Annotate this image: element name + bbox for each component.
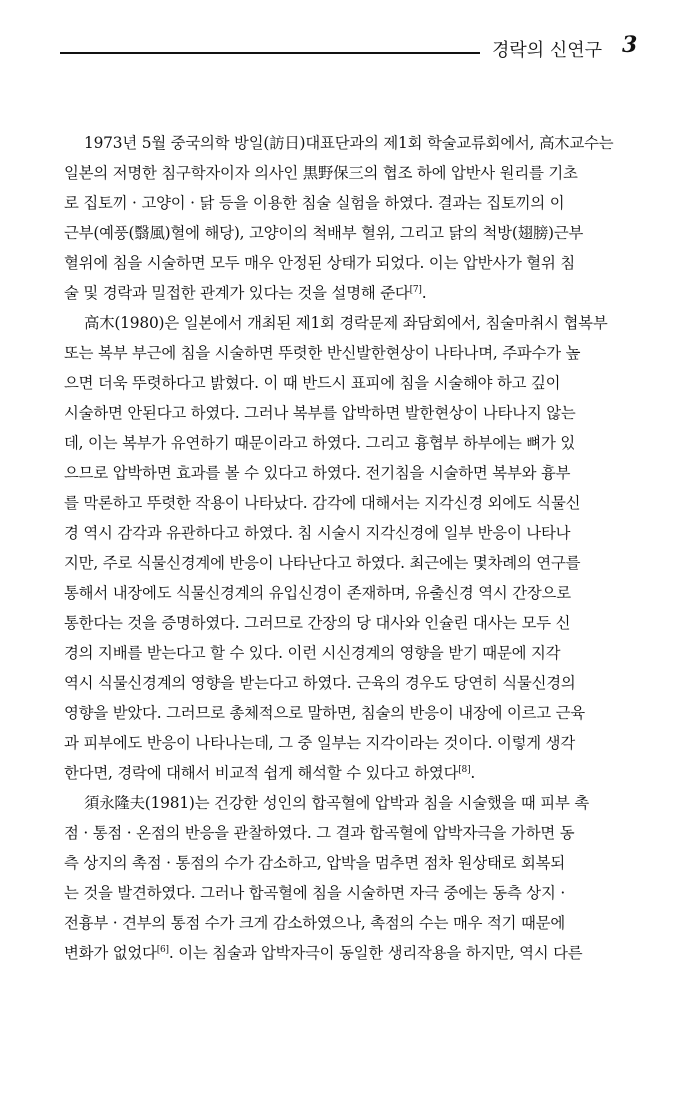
text-line: 으므로 압박하면 효과를 볼 수 있다고 하였다. 전기침을 시술하면 복부와 흉부 (64, 464, 571, 482)
text-line: 지만, 주로 식물신경계에 반응이 나타난다고 하였다. 최근에는 몇차례의 연구를 (64, 554, 581, 572)
text-line: 점 · 통점 · 온점의 반응을 관찰하였다. 그 결과 합곡혈에 압박자극을 가하면 동 (64, 824, 575, 842)
text-line: 통해서 내장에도 식물신경계의 유입신경이 존재하며, 유출신경 역시 간장으로 (64, 584, 571, 602)
text-line: 일본의 저명한 침구학자이자 의사인 黒野保三의 협조 하에 압반사 원리를 기초 (64, 164, 578, 182)
text-line: 한다면, 경락에 대해서 비교적 쉽게 해석할 수 있다고 하였다[8]. (64, 764, 476, 782)
citation-ref: [6] (156, 945, 169, 955)
text-line: 역시 식물신경계의 영향을 받는다고 하였다. 근육의 경우도 당연히 식물신경의 (64, 674, 576, 692)
text-line: 혈위에 침을 시술하면 모두 매우 안정된 상태가 되었다. 이는 압반사가 혈위 침 (64, 254, 575, 272)
text-line: 전흉부 · 견부의 통점 수가 크게 감소하였으나, 촉점의 수는 매우 적기 때문에 (64, 914, 566, 932)
text-line: 1973년 5월 중국의학 방일(訪日)대표단과의 제1회 학술교류회에서, 高木교수는 (84, 134, 614, 152)
text-line: 술 및 경락과 밀접한 관계가 있다는 것을 설명해 준다[7]. (64, 284, 427, 302)
text-line: 高木(1980)은 일본에서 개최된 제1회 경락문제 좌담회에서, 침술마취시 협복부 (84, 314, 608, 332)
text-line: 는 것을 발견하였다. 그러나 합곡혈에 침을 시술하면 자극 중에는 동측 상지 · (64, 884, 566, 902)
text-line: 데, 이는 복부가 유연하기 때문이라고 하였다. 그리고 흉협부 하부에는 뼈가 있 (64, 434, 575, 452)
text-line: 영향을 받았다. 그러므로 총체적으로 말하면, 침술의 반응이 내장에 이르고 근육 (64, 704, 585, 722)
page-number: 3 (622, 32, 638, 58)
text-line: 시술하면 안된다고 하였다. 그러나 복부를 압박하면 발한현상이 나타나지 않는 (64, 404, 576, 422)
header-rule (60, 52, 480, 54)
text-line: 으면 더욱 뚜렷하다고 밝혔다. 이 때 반드시 표피에 침을 시술해야 하고 깊이 (64, 374, 561, 392)
text-line: 과 피부에도 반응이 나타나는데, 그 중 일부는 지각이라는 것이다. 이렇게 생각 (64, 734, 575, 752)
running-header-title: 경락의 신연구 (492, 40, 603, 61)
text-line: 변화가 없었다[6]. 이는 침술과 압박자극이 동일한 생리작용을 하지만, 역시 다른 (64, 944, 583, 962)
text-line: 또는 복부 부근에 침을 시술하면 뚜렷한 반신발한현상이 나타나며, 주파수가 높 (64, 344, 581, 362)
text-line: 를 막론하고 뚜렷한 작용이 나타났다. 감각에 대해서는 지각신경 외에도 식물신 (64, 494, 581, 512)
citation-ref: [8] (458, 765, 471, 775)
text-line: 근부(예풍(翳風)혈에 해당), 고양이의 척배부 혈위, 그리고 닭의 척방(翅膀)근부 (64, 224, 584, 242)
text-line: 통한다는 것을 증명하였다. 그러므로 간장의 당 대사와 인슐린 대사는 모두 신 (64, 614, 571, 632)
text-line: 須永隆夫(1981)는 건강한 성인의 합곡혈에 압박과 침을 시술했을 때 피부 촉 (84, 794, 589, 812)
citation-ref: [7] (409, 285, 422, 295)
text-line: 경의 지배를 받는다고 할 수 있다. 이런 시신경계의 영향을 받기 때문에 지각 (64, 644, 561, 662)
text-line: 경 역시 감각과 유관하다고 하였다. 침 시술시 지각신경에 일부 반응이 나타나 (64, 524, 571, 542)
text-line: 로 집토끼 · 고양이 · 닭 등을 이용한 침술 실험을 하였다. 결과는 집토끼의 이 (64, 194, 565, 212)
text-line: 측 상지의 촉점 · 통점의 수가 감소하고, 압박을 멈추면 점차 원상태로 회복되 (64, 854, 566, 872)
